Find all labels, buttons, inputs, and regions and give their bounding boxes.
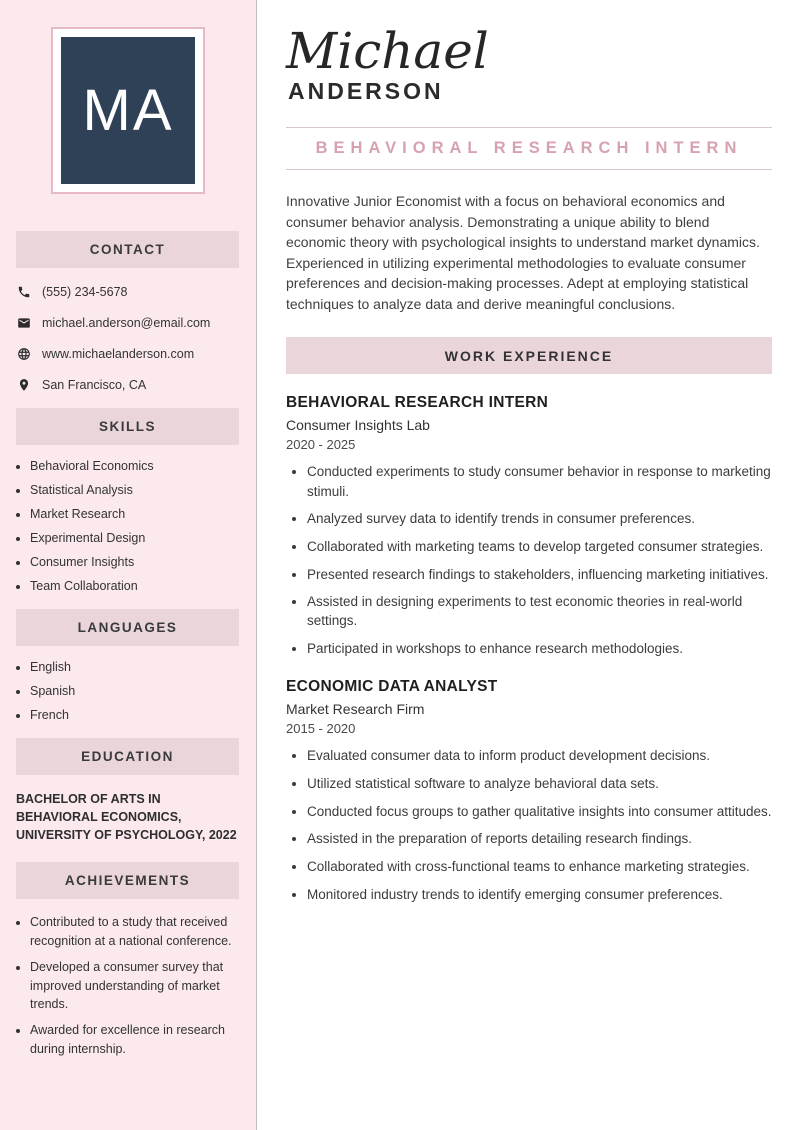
skill-item: • Market Research: [30, 507, 242, 521]
skill-item: • Team Collaboration: [30, 579, 242, 593]
skills-section-header: [16, 408, 239, 445]
job-bullet: • Collaborated with marketing teams to develop targeted consumer strategies.: [307, 537, 772, 556]
contact-phone-text: (555) 234-5678: [42, 285, 128, 299]
job-bullet: • Analyzed survey data to identify trends in consumer preferences.: [307, 509, 772, 528]
achievement-item: • Awarded for excellence in research during internship.: [30, 1021, 242, 1059]
contact-item-email: [16, 315, 242, 331]
job-bullet: • Conducted focus groups to gather qualitative insights into consumer attitudes.: [307, 802, 772, 821]
contact-location-text: San Francisco, CA: [42, 378, 147, 392]
job-bullet: • Assisted in the preparation of reports detailing research findings.: [307, 829, 772, 848]
contact-email-text: michael.anderson@email.com: [42, 316, 211, 330]
first-name: Michael: [286, 22, 489, 80]
achievements-section-title: ACHIEVEMENTS: [64, 873, 191, 889]
language-item: • Spanish: [30, 684, 242, 698]
job-bullet: • Presented research findings to stakeholders, influencing marketing initiatives.: [307, 565, 772, 584]
main-content: [257, 0, 800, 1130]
job-bullet: • Participated in workshops to enhance research methodologies.: [307, 639, 772, 658]
job-entry: [286, 678, 772, 903]
skills-section-title: SKILLS: [98, 419, 156, 434]
job-dates: 2015 - 2020: [286, 721, 356, 737]
contact-item-location: [16, 377, 242, 393]
job-bullet: • Conducted experiments to study consumer behavior in response to marketing stimuli.: [307, 462, 772, 500]
skill-item: • Statistical Analysis: [30, 483, 242, 497]
job-bullet: • Collaborated with cross-functional teams to enhance marketing strategies.: [307, 857, 772, 876]
sidebar: [0, 0, 257, 1130]
skill-item: • Experimental Design: [30, 531, 242, 545]
headline-job-title: BEHAVIORAL RESEARCH INTERN: [315, 139, 743, 157]
languages-list: [0, 646, 256, 738]
avatar: [51, 27, 205, 194]
languages-section-header: [16, 609, 239, 646]
job-title: ECONOMIC DATA ANALYST: [286, 678, 498, 696]
work-experience-header: [286, 337, 772, 374]
language-item: • English: [30, 660, 242, 674]
work-experience-title: WORK EXPERIENCE: [444, 347, 614, 364]
email-icon: [16, 315, 32, 331]
contact-section-header: [16, 231, 239, 268]
job-bullet: • Evaluated consumer data to inform product development decisions.: [307, 746, 772, 765]
achievement-item: • Contributed to a study that received recognition at a national conference.: [30, 913, 242, 951]
professional-summary: Innovative Junior Economist with a focus on behavioral economics and consumer behavior analysis. Demonstrating a unique ability to blend economic theory with psychological insights to understand market dynamics. Experienced in utilizing experimental methodologies to evaluate consumer preferences and decision-making processes. Adept at employing statistical techniques to analyze data and derive meaningful conclusions.: [286, 193, 760, 312]
avatar-initials: MA: [82, 78, 174, 143]
job-company: Consumer Insights Lab: [286, 417, 430, 434]
skills-list: [0, 445, 256, 609]
avatar-box: [61, 37, 195, 184]
languages-section-title: LANGUAGES: [77, 620, 178, 635]
job-entry: [286, 394, 772, 658]
contact-section-title: CONTACT: [89, 242, 166, 257]
job-dates: 2020 - 2025: [286, 437, 356, 453]
job-bullet: • Utilized statistical software to analyze behavioral data sets.: [307, 774, 772, 793]
divider-line: [286, 169, 772, 170]
job-title: BEHAVIORAL RESEARCH INTERN: [286, 394, 549, 412]
skill-item: • Behavioral Economics: [30, 459, 242, 473]
achievements-section-header: [16, 862, 239, 899]
last-name: ANDERSON: [288, 78, 444, 104]
job-bullet-list: [286, 462, 772, 658]
achievements-list: [0, 899, 256, 1058]
job-bullet: • Monitored industry trends to identify emerging consumer preferences.: [307, 885, 772, 904]
phone-icon: [16, 284, 32, 300]
job-bullet: • Assisted in designing experiments to test economic theories in real-world settings.: [307, 592, 772, 630]
contact-item-phone: [16, 284, 242, 300]
language-item: • French: [30, 708, 242, 722]
education-section-header: [16, 738, 239, 775]
contact-list: [0, 268, 256, 393]
skill-item: • Consumer Insights: [30, 555, 242, 569]
location-icon: [16, 377, 32, 393]
contact-website-text: www.michaelanderson.com: [42, 347, 195, 361]
job-bullet-list: [286, 746, 772, 903]
education-text: BACHELOR OF ARTS IN BEHAVIORAL ECONOMICS, UNIVERSITY OF PSYCHOLOGY, 2022: [16, 792, 237, 843]
achievement-item: • Developed a consumer survey that improved understanding of market trends.: [30, 958, 242, 1014]
globe-icon: [16, 346, 32, 362]
education-section-title: EDUCATION: [81, 749, 174, 764]
job-company: Market Research Firm: [286, 701, 425, 718]
contact-item-website: [16, 346, 242, 362]
